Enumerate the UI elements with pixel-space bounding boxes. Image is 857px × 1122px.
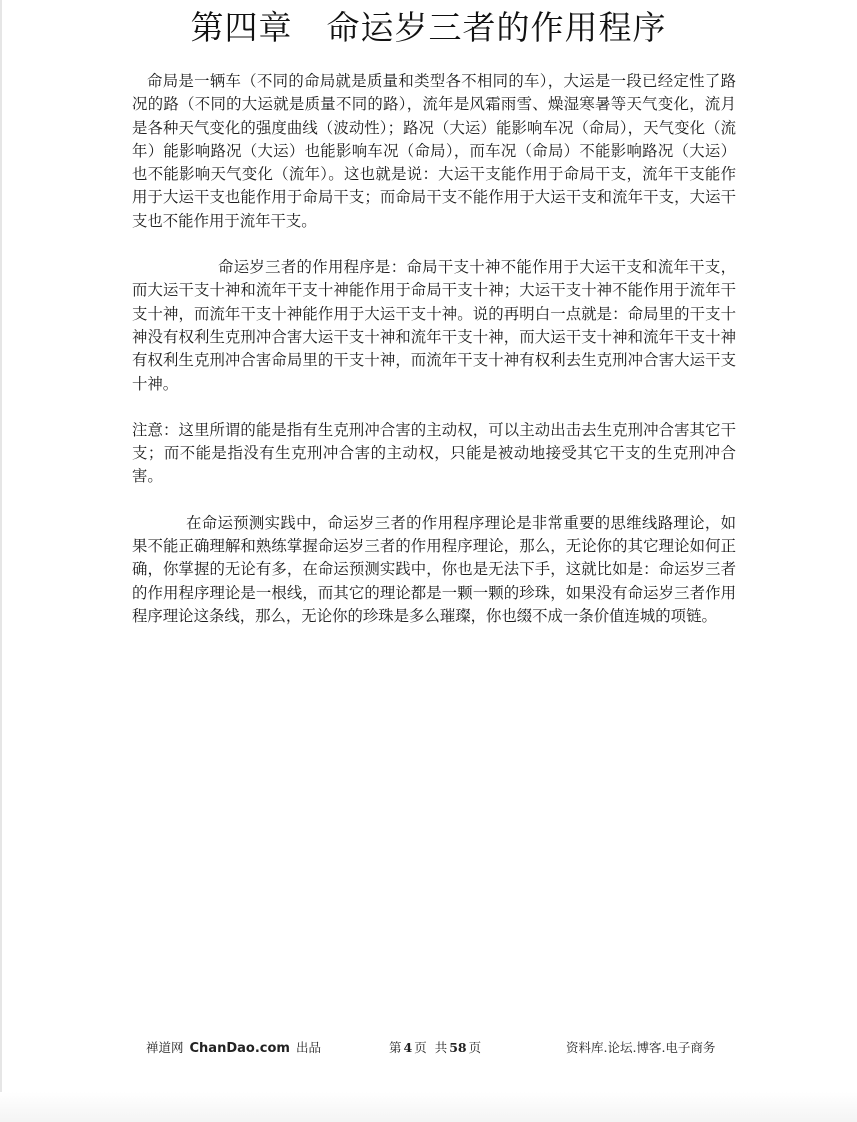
paragraph-3: 注意：这里所谓的能是指有生克刑冲合害的主动权，可以主动出击去生克刑冲合害其它干支；而不能是指没有生克刑冲合害的主动权，只能是被动地接受其它干支的生克刑冲合害。: [132, 420, 736, 486]
page-current: 4: [403, 1040, 413, 1055]
footer-site-name: 禅道网: [146, 1040, 184, 1055]
chapter-name: 命运岁三者的作用程序: [326, 8, 667, 47]
footer-services: 资料库.论坛.博客.电子商务: [566, 1040, 716, 1055]
document-body: [132, 70, 736, 628]
footer-site-domain: ChanDao.com: [189, 1041, 290, 1056]
chapter-number: 第四章: [190, 8, 293, 47]
chapter-title: [0, 6, 857, 50]
page-bottom-shade: [0, 1092, 857, 1122]
page-footer: [0, 1038, 857, 1058]
page-total: 58: [449, 1040, 467, 1055]
paragraph-1: 命局是一辆车（不同的命局就是质量和类型各不相同的车），大运是一段已经定性了路况的路（不同的大运就是质量不同的路），流年是风霜雨雪、燥湿寒暑等天气变化，流月是各种天气变化的强度曲线（波动性）；路况（大运）能影响车况（命局），天气变化（流年）能影响路况（大运）也能影响车况（命局），而车况（命局）不能影响路况（大运）也不能影响天气变化（流年）。这也就是说：大运干支能作用于命局干支，流年干支能作用于大运干支也能作用于命局干支；而命局干支不能作用于大运干支和流年干支，大运干支也不能作用于流年干支。: [132, 72, 736, 230]
page-prefix: 第: [389, 1040, 402, 1055]
page-total-unit: 页: [468, 1040, 482, 1055]
footer-page-number: [389, 1038, 481, 1058]
paragraph-4: 在命运预测实践中，命运岁三者的作用程序理论是非常重要的思维线路理论，如果不能正确理解和熟练掌握命运岁三者的作用程序理论，那么，无论你的其它理论如何正确，你掌握的无论有多，在命运预测实践中，你也是无法下手，这就比如是：命运岁三者的作用程序理论是一根线，而其它的理论都是一颗一颗的珍珠，如果没有命运岁三者作用程序理论这条线，那么，无论你的珍珠是多么璀璨，你也缀不成一条价值连城的项链。: [132, 513, 736, 625]
footer-site: [146, 1038, 321, 1059]
page-unit: 页: [414, 1040, 427, 1055]
footer-produced-by: 出品: [295, 1040, 321, 1055]
page-edge: [0, 0, 2, 1122]
paragraph-2: 命运岁三者的作用程序是：命局干支十神不能作用于大运干支和流年干支，而大运干支十神和流年干支十神能作用于命局干支十神；大运干支十神不能作用于流年干支十神，而流年干支十神能作用于大运干支十神。说的再明白一点就是：命局里的干支十神没有权利生克刑冲合害大运干支十神和流年干支十神，而大运干支十神和流年干支十神有权利生克刑冲合害命局里的干支十神，而流年干支十神有权利去生克刑冲合害大运干支十神。: [132, 258, 736, 393]
page-total-prefix: 共: [434, 1040, 448, 1055]
